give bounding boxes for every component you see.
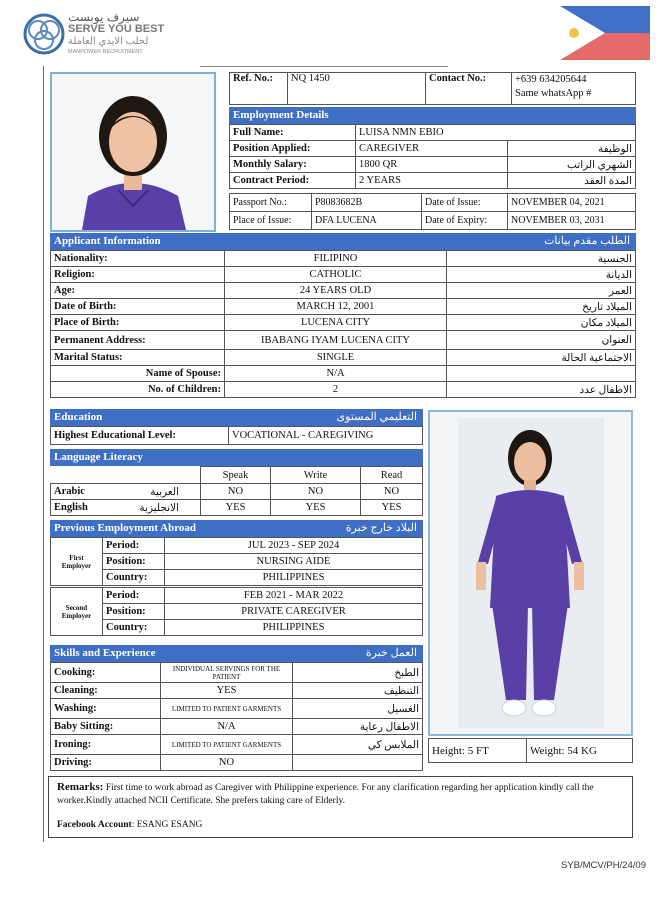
- washing-label: Washing:: [51, 699, 161, 719]
- lang-read-header: Read: [361, 467, 423, 484]
- issue-place-label: Place of Issue:: [230, 212, 312, 230]
- emp2-position-label: Position:: [103, 604, 165, 620]
- issue-date-value: NOVEMBER 04, 2021: [508, 194, 636, 212]
- emp1-position-value: NURSING AIDE: [165, 554, 423, 570]
- remarks-text: First time to work abroad as Caregiver with Philippine experience. For any clarification regarding her application kindly call the worker.Kindly attached NCII Certificate. She prefers taking care of Elderly.: [57, 783, 594, 806]
- issue-place-value: DFA LUCENA: [312, 212, 422, 230]
- logo-arabic-sub: لجلب الايدي العاملة: [68, 36, 149, 47]
- first-employer-tag: First Employer: [51, 538, 103, 586]
- marital-label: Marital Status:: [51, 350, 225, 366]
- ironing-value: LIMITED TO PATIENT GARMENTS: [161, 735, 293, 755]
- emp1-country-value: PHILIPPINES: [165, 570, 423, 586]
- logo-tagline: MANPOWER RECRUITMENT: [68, 49, 143, 55]
- full-name-value: LUISA NMN EBIO: [356, 125, 636, 141]
- english-speak: YES: [201, 500, 271, 516]
- religion-label: Religion:: [51, 267, 225, 283]
- education-header: [50, 409, 423, 426]
- applicant-info-header: [50, 233, 636, 250]
- pob-value: LUCENA CITY: [225, 315, 447, 331]
- salary-arabic: الشهري الراتب: [508, 157, 636, 173]
- ironing-label: Ironing:: [51, 735, 161, 755]
- babysitting-value: N/A: [161, 719, 293, 735]
- religion-arabic: الديانة: [447, 267, 636, 283]
- english-lang-cell: [51, 500, 201, 516]
- position-label: Position Applied:: [230, 141, 356, 157]
- education-title-arabic: التعليمي المستوى: [336, 411, 417, 423]
- ref-contact-table: [229, 72, 636, 105]
- dob-label: Date of Birth:: [51, 299, 225, 315]
- passport-value: P8083682B: [312, 194, 422, 212]
- skills-table: [50, 662, 423, 771]
- contact-cell: [512, 73, 636, 105]
- age-label: Age:: [51, 283, 225, 299]
- previous-employment-title-arabic: البلاد خارج خبرة: [345, 522, 417, 534]
- education-label: Highest Educational Level:: [51, 427, 229, 445]
- contact-note: Same whatsApp #: [515, 88, 592, 99]
- emp2-period-label: Period:: [103, 588, 165, 604]
- english-lang-label: English: [54, 501, 88, 513]
- marital-arabic: الاجتماعية الحالة: [447, 350, 636, 366]
- logo-name: SERVE YOU BEST: [68, 23, 165, 35]
- arabic-read: NO: [361, 484, 423, 500]
- emp1-position-label: Position:: [103, 554, 165, 570]
- arabic-lang-cell: [51, 484, 201, 500]
- company-logo: [22, 10, 172, 60]
- cooking-label: Cooking:: [51, 663, 161, 683]
- facebook-label: Facebook Account: [57, 820, 132, 830]
- religion-value: CATHOLIC: [225, 267, 447, 283]
- emp2-country-value: PHILIPPINES: [165, 620, 423, 636]
- passport-label: Passport No.:: [230, 194, 312, 212]
- height-value: Height: 5 FT: [429, 739, 527, 763]
- applicant-info-title-arabic: الطلب مقدم بيانات: [544, 235, 630, 247]
- babysitting-arabic: الاطفال رعاية: [293, 719, 423, 735]
- remarks-label: Remarks:: [57, 781, 104, 793]
- ref-label: Ref. No.:: [230, 73, 288, 105]
- skills-title: Skills and Experience: [54, 647, 156, 659]
- full-name-label: Full Name:: [230, 125, 356, 141]
- washing-arabic: الغسيل: [293, 699, 423, 719]
- lang-write-header: Write: [271, 467, 361, 484]
- position-arabic: الوظيفة: [508, 141, 636, 157]
- expiry-value: NOVEMBER 03, 2031: [508, 212, 636, 230]
- applicant-info-table: [50, 250, 636, 398]
- children-arabic: الاطفال عدد: [447, 382, 636, 398]
- emp1-period-label: Period:: [103, 538, 165, 554]
- education-table: [50, 426, 423, 445]
- english-write: YES: [271, 500, 361, 516]
- arabic-write: NO: [271, 484, 361, 500]
- cleaning-value: YES: [161, 683, 293, 699]
- arabic-speak: NO: [201, 484, 271, 500]
- previous-employment-header: [50, 520, 423, 537]
- driving-arabic: [293, 755, 423, 771]
- emp2-country-label: Country:: [103, 620, 165, 636]
- contract-label: Contract Period:: [230, 173, 356, 189]
- address-value: IBABANG IYAM LUCENA CITY: [225, 331, 447, 350]
- salary-label: Monthly Salary:: [230, 157, 356, 173]
- washing-value: LIMITED TO PATIENT GARMENTS: [161, 699, 293, 719]
- children-value: 2: [225, 382, 447, 398]
- contact-label: Contact No.:: [426, 73, 512, 105]
- nationality-arabic: الجنسية: [447, 251, 636, 267]
- remarks-box: [48, 776, 633, 838]
- education-value: VOCATIONAL - CAREGIVING: [229, 427, 423, 445]
- contact-value: +639 634205644: [515, 74, 587, 85]
- salary-value: 1800 QR: [356, 157, 508, 173]
- employment-table: [229, 124, 636, 189]
- facebook-value: : ESANG ESANG: [131, 820, 203, 830]
- document-code: SYB/MCV/PH/24/09: [560, 860, 646, 871]
- headshot-photo-icon: [52, 74, 214, 230]
- children-label: No. of Children:: [51, 382, 225, 398]
- philippines-flag-icon: [560, 6, 650, 60]
- contract-arabic: المدة العقد: [508, 173, 636, 189]
- skills-header: [50, 645, 423, 662]
- language-table: [50, 466, 423, 516]
- employment-details-header: [229, 107, 636, 124]
- skills-title-arabic: العمل خبرة: [365, 647, 417, 659]
- dob-value: MARCH 12, 2001: [225, 299, 447, 315]
- remarks-paragraph: [57, 781, 624, 808]
- age-value: 24 YEARS OLD: [225, 283, 447, 299]
- fullbody-photo-icon: [430, 412, 631, 734]
- applicant-info-title: Applicant Information: [54, 235, 161, 247]
- marital-value: SINGLE: [225, 350, 447, 366]
- emp1-period-value: JUL 2023 - SEP 2024: [165, 538, 423, 554]
- expiry-label: Date of Expiry:: [422, 212, 508, 230]
- employment-details-title: Employment Details: [233, 109, 329, 121]
- language-corner: [51, 467, 201, 484]
- nationality-label: Nationality:: [51, 251, 225, 267]
- applicant-fullbody-photo: [428, 410, 633, 736]
- ironing-arabic: الملابس كي: [293, 735, 423, 755]
- contract-value: 2 YEARS: [356, 173, 508, 189]
- education-title: Education: [54, 411, 103, 423]
- nationality-value: FILIPINO: [225, 251, 447, 267]
- previous-employment-title: Previous Employment Abroad: [54, 522, 196, 534]
- cooking-arabic: الطبخ: [293, 663, 423, 683]
- dob-arabic: الميلاد تاريخ: [447, 299, 636, 315]
- address-label: Permanent Address:: [51, 331, 225, 350]
- pob-label: Place of Birth:: [51, 315, 225, 331]
- applicant-headshot: [50, 72, 216, 232]
- ref-value: NQ 1450: [288, 73, 426, 105]
- body-stats-table: [428, 738, 633, 763]
- babysitting-label: Baby Sitting:: [51, 719, 161, 735]
- emp1-country-label: Country:: [103, 570, 165, 586]
- issue-date-label: Date of Issue:: [422, 194, 508, 212]
- spouse-value: N/A: [225, 366, 447, 382]
- language-title: Language Literacy: [54, 451, 143, 463]
- cleaning-label: Cleaning:: [51, 683, 161, 699]
- previous-employment-table: [50, 537, 423, 636]
- passport-table: [229, 193, 636, 230]
- cleaning-arabic: التنظيف: [293, 683, 423, 699]
- english-read: YES: [361, 500, 423, 516]
- driving-label: Driving:: [51, 755, 161, 771]
- lang-speak-header: Speak: [201, 467, 271, 484]
- logo-emblem-icon: [22, 12, 66, 56]
- spouse-label: Name of Spouse:: [51, 366, 225, 382]
- cooking-value: INDIVIDUAL SERVINGS FOR THE PATIENT: [161, 663, 293, 683]
- logo-arabic: سيرف يوبست: [68, 10, 140, 24]
- facebook-line: [57, 819, 624, 832]
- position-value: CAREGIVER: [356, 141, 508, 157]
- age-arabic: العمر: [447, 283, 636, 299]
- arabic-lang-label: Arabic: [54, 485, 85, 497]
- second-employer-tag: Second Employer: [51, 588, 103, 636]
- pob-arabic: الميلاد مكان: [447, 315, 636, 331]
- arabic-lang-arabic: العربية: [150, 486, 179, 498]
- emp2-period-value: FEB 2021 - MAR 2022: [165, 588, 423, 604]
- english-lang-arabic: الانجليزية: [139, 502, 179, 514]
- spouse-arabic-empty: [447, 366, 636, 382]
- address-arabic: العنوان: [447, 331, 636, 350]
- header-rule: [200, 66, 448, 67]
- left-margin-rule: [43, 66, 44, 842]
- weight-value: Weight: 54 KG: [527, 739, 633, 763]
- driving-value: NO: [161, 755, 293, 771]
- language-header: [50, 449, 423, 466]
- emp2-position-value: PRIVATE CAREGIVER: [165, 604, 423, 620]
